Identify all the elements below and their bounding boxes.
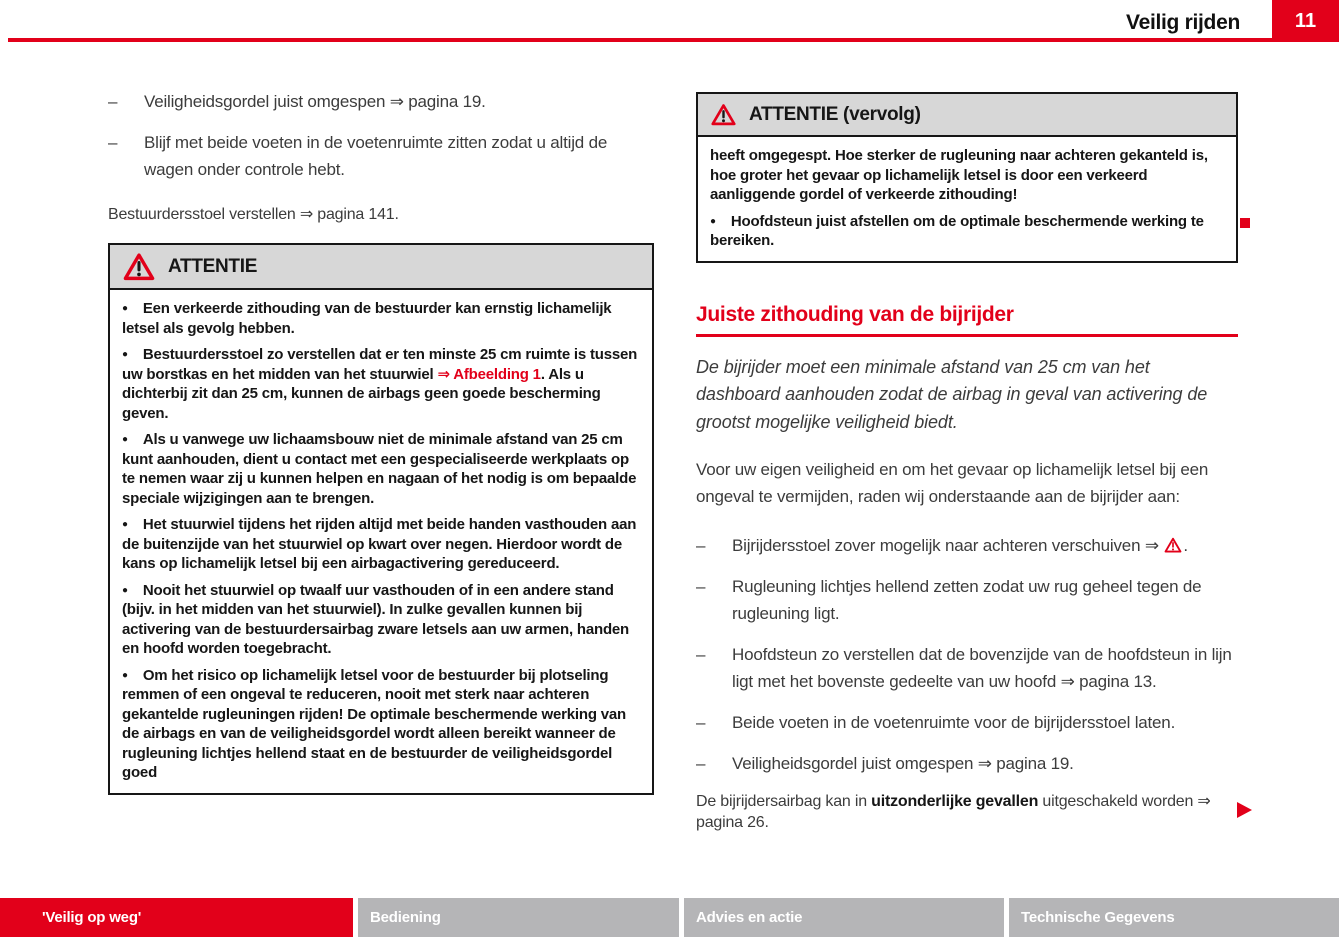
intro-dash-list	[108, 88, 654, 183]
list-item: – Veiligheidsgordel juist omgespen ⇒ pagina 19.	[108, 88, 654, 115]
list-item: – Blijf met beide voeten in de voetenruimte zitten zodat u altijd de wagen onder controle hebt.	[108, 129, 654, 183]
warning-triangle-icon	[711, 103, 736, 126]
attention-bullet: ● Hoofdsteun juist afstellen om de optimale beschermende werking te bereiken.	[710, 212, 1204, 249]
page-continues-arrow-icon	[1237, 802, 1252, 818]
left-column	[108, 88, 654, 795]
bullet-marker: ●	[122, 519, 128, 530]
bullet-marker: ●	[122, 669, 128, 681]
attention-title: ATTENTIE	[168, 255, 258, 277]
section-heading: Juiste zithouding van de bijrijder	[696, 303, 1238, 337]
footer-tab-label: Bediening	[370, 909, 441, 926]
dash-marker: –	[108, 92, 118, 111]
attention-continued-title: ATTENTIE (vervolg)	[749, 103, 921, 125]
dash-marker: –	[108, 133, 118, 152]
page-number-badge	[1272, 0, 1339, 42]
attention-continued-box	[696, 92, 1238, 263]
attention-bullet: ● Als u vanwege uw lichaamsbouw niet de minimale afstand van 25 cm kunt aanhouden, dient u contact met een gespecialiseerde werkplaats op te nemen waar zij u kunnen helpen en nagaan of het nodig is om bepaalde speciale wijzigingen aan te brengen.	[122, 431, 637, 507]
attention-continued-body	[698, 137, 1236, 261]
page-title: Veilig rijden	[1126, 11, 1240, 34]
attention-bullet: ● Een verkeerde zithouding van de bestuurder kan ernstig lichamelijk letsel als gevolg hebben.	[122, 300, 612, 337]
list-item: – Veiligheidsgordel juist omgespen ⇒ pagina 19.	[696, 750, 1238, 777]
list-item: – Hoofdsteun zo verstellen dat de bovenzijde van de hoofdsteun in lijn ligt met het bovenste gedeelte van uw hoofd ⇒ pagina 13.	[696, 641, 1238, 695]
dash-marker: –	[696, 536, 706, 555]
footer-tab-2	[358, 898, 679, 937]
section-end-square-icon	[1240, 218, 1250, 228]
attention-box-header	[110, 245, 652, 290]
right-column	[696, 92, 1238, 833]
footer-tab-4	[1009, 898, 1339, 937]
attention-box-body	[110, 290, 652, 793]
dash-marker: –	[696, 754, 706, 773]
attention-bullet: ● Bestuurdersstoel zo verstellen dat er ten minste 25 cm ruimte is tussen uw borstkas en het midden van het stuurwiel ⇒ Afbeelding 1. Als u dichterbij zit dan 25 cm, kunnen de airbags geen goede bescherming geven.	[122, 346, 638, 422]
list-item: – Bijrijdersstoel zover mogelijk naar achteren verschuiven ⇒ .	[696, 532, 1238, 559]
dash-marker: –	[696, 645, 706, 664]
seat-adjust-note: Bestuurdersstoel verstellen ⇒ pagina 141.	[108, 206, 399, 223]
advice-dash-list	[696, 532, 1238, 777]
attention-continued-paragraph: heeft omgegespt. Hoe sterker de rugleuning naar achteren gekanteld is, hoe groter het gevaar op lichamelijk letsel is door een verkeerd aanliggende gordel of verkeerde zithouding!	[710, 147, 1208, 203]
section-lead-italic: De bijrijder moet een minimale afstand van 25 cm van het dashboard aanhouden zodat de airbag in geval van activering de grootst mogelijke veiligheid biedt.	[696, 356, 1208, 432]
footer-tab-label: Advies en actie	[696, 909, 803, 926]
bullet-marker: ●	[122, 584, 128, 596]
bullet-marker: ●	[122, 349, 128, 360]
attention-continued-header	[698, 94, 1236, 137]
list-item: – Beide voeten in de voetenruimte voor de bijrijdersstoel laten.	[696, 709, 1238, 736]
warning-triangle-icon	[1164, 537, 1182, 553]
footer-tab-1	[0, 898, 353, 937]
page-number: 11	[1294, 9, 1317, 32]
footer-section-bar	[0, 898, 1339, 937]
attention-bullet: ● Om het risico op lichamelijk letsel voor de bestuurder bij plotseling remmen of een ongeval te reduceren, nooit met sterk naar achteren gekantelde rugleuningen rijden! De optimale beschermende werking van de airbags en van de veiligheidsgordel wordt alleen bereikt wanneer de rugleuning lichtjes hellend staat en de bestuurder de veiligheidsgordel goed	[122, 666, 627, 781]
section-paragraph: Voor uw eigen veiligheid en om het gevaar op lichamelijk letsel bij een ongeval te vermijden, raden wij onderstaande aan de bijrijder aan:	[696, 460, 1209, 506]
dash-marker: –	[696, 713, 706, 732]
dash-marker: –	[696, 577, 706, 596]
attention-bullet: ● Nooit het stuurwiel op twaalf uur vasthouden of in een andere stand (bijv. in het midden van het stuurwiel). In zulke gevallen kunnen bij activering van de bestuurdersairbag zware letsels aan uw armen, handen en hoofd worden toegebracht.	[122, 581, 630, 657]
footer-tab-label: Technische Gegevens	[1021, 909, 1175, 926]
bullet-marker: ●	[122, 303, 128, 314]
closing-paragraph: De bijrijdersairbag kan in uitzonderlijke gevallen uitgeschakeld worden ⇒ pagina 26.	[696, 793, 1211, 831]
bullet-marker: ●	[710, 215, 716, 227]
list-item: – Rugleuning lichtjes hellend zetten zodat uw rug geheel tegen de rugleuning ligt.	[696, 573, 1238, 627]
header-rule	[8, 38, 1339, 42]
footer-tab-3	[684, 898, 1004, 937]
attention-continued-bullets	[710, 212, 1224, 251]
attention-bullet: ● Het stuurwiel tijdens het rijden altijd met beide handen vasthouden aan de buitenzijde van het stuurwiel op kwart over negen. Hierdoor wordt de kans op lichamelijk letsel bij een airbagactivering gereduceerd.	[122, 516, 637, 572]
bullet-marker: ●	[122, 434, 128, 445]
footer-tab-label: 'Veilig op weg'	[42, 909, 142, 926]
warning-triangle-icon	[123, 252, 155, 281]
attention-box	[108, 243, 654, 795]
